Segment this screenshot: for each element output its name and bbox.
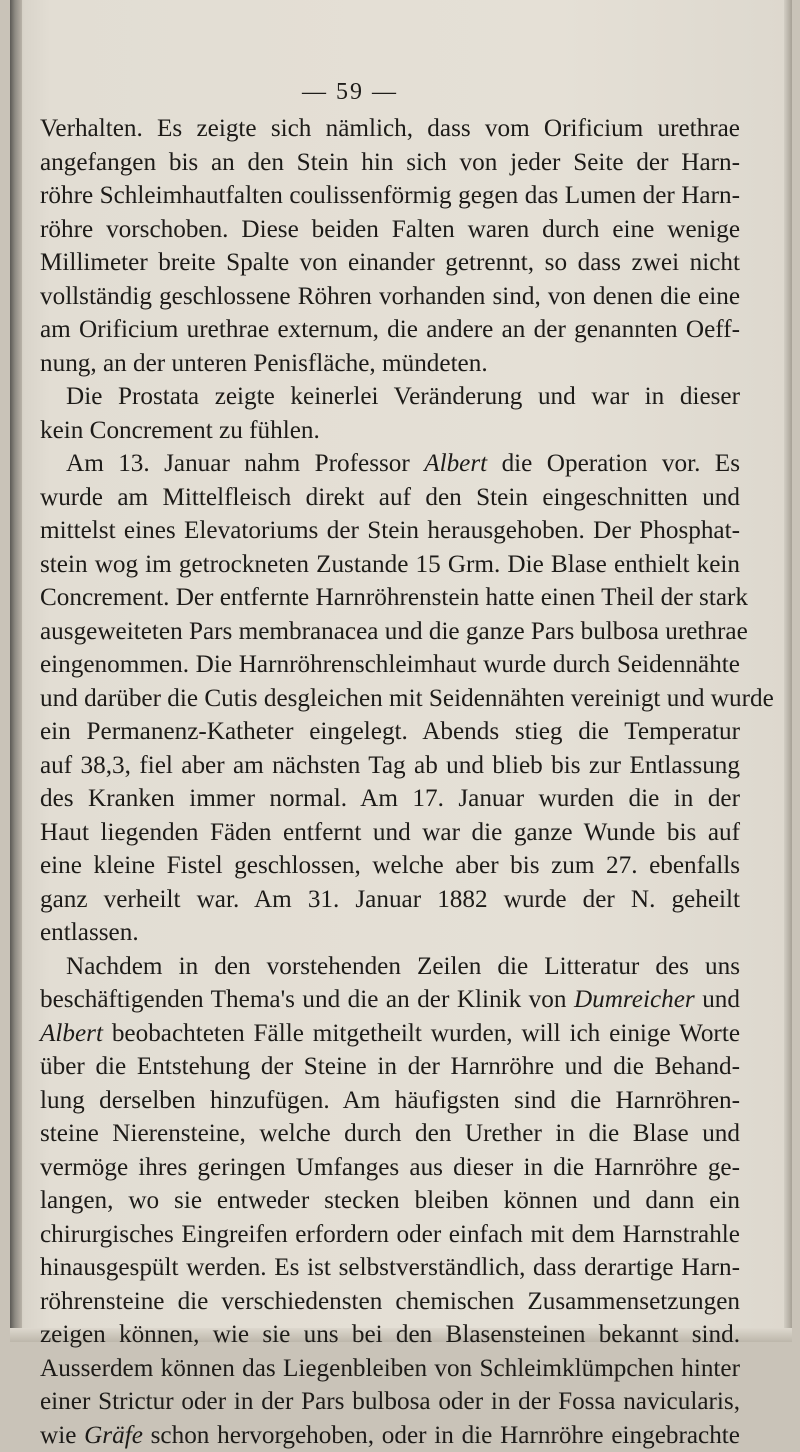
text-line (40, 715, 740, 749)
line-text: wurde am Mittelfleisch direkt auf den Stein eingeschnitten und (40, 484, 740, 511)
italic-name: Dumreicher (574, 986, 695, 1013)
text-line (40, 213, 740, 247)
line-text: auf 38,3, fiel aber am nächsten Tag ab und blieb bis zur Entlassung (40, 752, 740, 779)
text-line (40, 380, 740, 414)
text-line (40, 1352, 740, 1386)
text-line (40, 414, 740, 448)
line-text: vollständig geschlossene Röhren vorhanden sind, von denen die eine (40, 283, 740, 310)
text-line (40, 1218, 740, 1252)
line-text: angefangen bis an den Stein hin sich von jeder Seite der Harn- (40, 149, 740, 176)
line-text: kein Concrement zu fühlen. (40, 417, 320, 444)
text-line (40, 246, 740, 280)
text-line (40, 1050, 740, 1084)
text-line (40, 1117, 740, 1151)
line-text: röhre vorschoben. Diese beiden Falten waren durch eine wenige (40, 216, 740, 243)
text-line (40, 112, 740, 146)
text-line (40, 648, 740, 682)
text-line (40, 1285, 740, 1319)
italic-name: Albert (40, 1020, 103, 1047)
line-text: vermöge ihres geringen Umfanges aus dieser in die Harnröhre ge- (40, 1154, 740, 1181)
line-text: eingenommen. Die Harnröhrenschleimhaut wurde durch Seidennähte (40, 651, 740, 678)
line-text: lung derselben hinzufügen. Am häufigsten sind die Harnröhren- (40, 1087, 740, 1114)
italic-name: Gräfe (84, 1422, 143, 1449)
line-text: schon hervorgehoben, oder in die Harnröhre eingebrachte (143, 1422, 740, 1449)
line-text: Concrement. Der entfernte Harnröhrenstein hatte einen Theil der stark (40, 584, 748, 611)
line-text: stein wog im getrockneten Zustande 15 Grm. Die Blase enthielt kein (40, 551, 740, 578)
line-text: die Operation vor. Es (487, 450, 740, 477)
line-text: steine Nierensteine, welche durch den Urether in die Blase und (40, 1120, 740, 1147)
text-line (40, 816, 740, 850)
line-text: hinausgespült werden. Es ist selbstverständlich, dass derartige Harn- (40, 1254, 740, 1281)
text-line (40, 581, 740, 615)
line-text: und (695, 986, 740, 1013)
line-text: wie (40, 1422, 84, 1449)
text-line (40, 983, 740, 1017)
text-line (40, 749, 740, 783)
line-text: Millimeter breite Spalte von einander getrennt, so dass zwei nicht (40, 249, 740, 276)
text-line (40, 179, 740, 213)
text-line (40, 950, 740, 984)
line-text: Am 13. Januar nahm Professor (66, 450, 424, 477)
line-text: zeigen können, wie sie uns bei den Blasensteinen bekannt sind. (40, 1321, 740, 1348)
line-text: am Orificium urethrae externum, die andere an der genannten Oeff- (40, 316, 740, 343)
text-line (40, 347, 740, 381)
line-text: ein Permanenz-Katheter eingelegt. Abends stieg die Temperatur (40, 718, 740, 745)
line-text: einer Strictur oder in der Pars bulbosa oder in der Fossa navicularis, (40, 1388, 740, 1415)
line-text: Nachdem in den vorstehenden Zeilen die Litteratur des uns (66, 953, 740, 980)
text-line (40, 481, 740, 515)
text-line (40, 1419, 740, 1452)
line-text: über die Entstehung der Steine in der Harnröhre und die Behand- (40, 1053, 740, 1080)
text-line (40, 548, 740, 582)
text-line (40, 782, 740, 816)
line-text: röhre Schleimhautfalten coulissenförmig gegen das Lumen der Harn- (40, 182, 740, 209)
line-text: Haut liegenden Fäden entfernt und war die ganze Wunde bis auf (40, 819, 740, 846)
line-text: entlassen. (40, 919, 139, 946)
text-line (40, 1084, 740, 1118)
line-text: ganz verheilt war. Am 31. Januar 1882 wurde der N. geheilt (40, 886, 740, 913)
line-text: langen, wo sie entweder stecken bleiben können und dann ein (40, 1187, 740, 1214)
page-right-shadow (784, 0, 792, 1342)
text-line (40, 280, 740, 314)
text-line (40, 146, 740, 180)
text-line (40, 1385, 740, 1419)
text-line (40, 1017, 740, 1051)
line-text: chirurgisches Eingreifen erfordern oder einfach mit dem Harnstrahle (40, 1221, 740, 1248)
line-text: Verhalten. Es zeigte sich nämlich, dass vom Orificium urethrae (40, 115, 740, 142)
line-text: Die Prostata zeigte keinerlei Veränderung und war in dieser (66, 383, 740, 410)
text-line (40, 514, 740, 548)
text-line (40, 682, 740, 716)
line-text: röhrensteine die verschiedensten chemischen Zusammensetzungen (40, 1288, 740, 1315)
text-line (40, 313, 740, 347)
page-number: — 59 — (0, 79, 700, 106)
text-line (40, 1251, 740, 1285)
text-line (40, 1318, 740, 1352)
body-text (40, 112, 740, 1452)
line-text: eine kleine Fistel geschlossen, welche aber bis zum 27. ebenfalls (40, 852, 740, 879)
line-text: beschäftigenden Thema's und die an der Klinik von (40, 986, 574, 1013)
text-line (40, 849, 740, 883)
line-text: Ausserdem können das Liegenbleiben von Schleimklümpchen hinter (40, 1355, 740, 1382)
line-text: beobachteten Fälle mitgetheilt wurden, will ich einige Worte (103, 1020, 740, 1047)
line-text: nung, an der unteren Penisfläche, mündeten. (40, 350, 488, 377)
text-line (40, 1184, 740, 1218)
line-text: ausgeweiteten Pars membranacea und die ganze Pars bulbosa urethrae (40, 618, 748, 645)
italic-name: Albert (424, 450, 487, 477)
line-text: des Kranken immer normal. Am 17. Januar wurden die in der (40, 785, 740, 812)
text-line (40, 883, 740, 917)
line-text: mittelst eines Elevatoriums der Stein herausgehoben. Der Phosphat- (40, 517, 740, 544)
text-line (40, 1151, 740, 1185)
text-line (40, 615, 740, 649)
text-line (40, 447, 740, 481)
line-text: und darüber die Cutis desgleichen mit Seidennähten vereinigt und wurde (40, 685, 774, 712)
page-binding-edge (10, 0, 22, 1342)
text-line (40, 916, 740, 950)
